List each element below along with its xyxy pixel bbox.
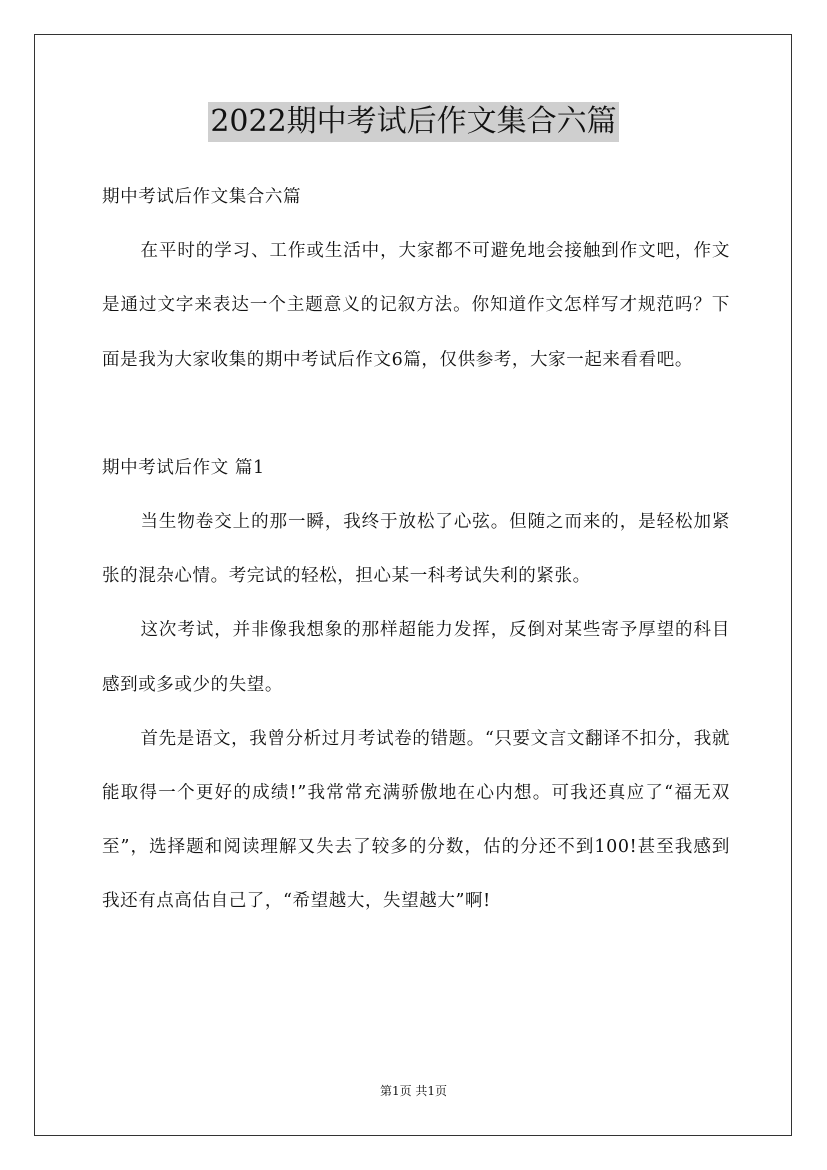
document-body [102, 170, 730, 929]
body-paragraph-1: 当生物卷交上的那一瞬，我终于放松了心弦。但随之而来的，是轻松加紧张的混杂心情。考完试的轻松，担心某一科考试失利的紧张。 [102, 512, 730, 587]
document-title: 2022期中考试后作文集合六篇 [208, 102, 618, 142]
page-footer: 第1页 共1页 [379, 1084, 448, 1098]
body-paragraph-2: 这次考试，并非像我想象的那样超能力发挥，反倒对某些寄予厚望的科目感到或多或少的失望。 [102, 620, 730, 695]
title-container [0, 102, 827, 142]
body-paragraph-3: 首先是语文，我曾分析过月考试卷的错题。“只要文言文翻译不扣分，我就能取得一个更好的成绩!”我常常充满骄傲地在心内想。可我还真应了“福无双至”，选择题和阅读理解又失去了较多的分数，估的分还不到100!甚至我感到我还有点高估自己了，“希望越大，失望越大”啊! [102, 728, 730, 912]
section-spacer [102, 387, 730, 441]
intro-paragraph: 在平时的学习、工作或生活中，大家都不可避免地会接触到作文吧，作文是通过文字来表达一个主题意义的记叙方法。你知道作文怎样写才规范吗？下面是我为大家收集的期中考试后作文6篇，仅供参考，大家一起来看看吧。 [102, 241, 730, 370]
document-subtitle: 期中考试后作文集合六篇 [102, 187, 302, 207]
section-heading: 期中考试后作文 篇1 [102, 457, 265, 478]
